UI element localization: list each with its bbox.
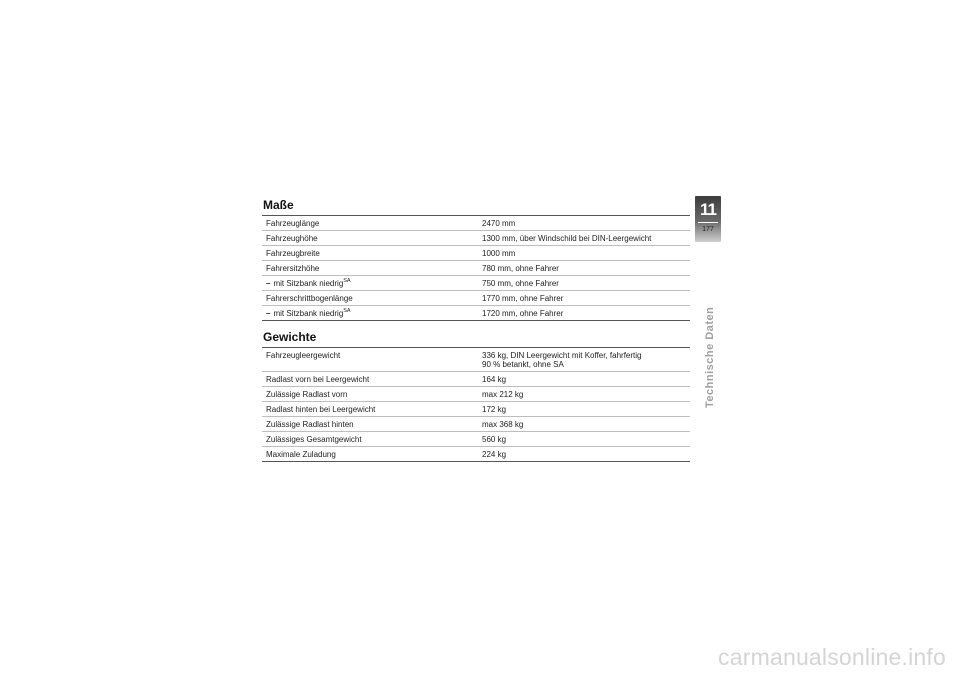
sub-label-text: mit Sitzbank niedrig xyxy=(273,309,344,318)
value-line-1: 336 kg, DIN Leergewicht mit Koffer, fahrfertig xyxy=(482,351,642,360)
row-label-sub xyxy=(262,276,476,291)
row-label: Fahrzeugbreite xyxy=(266,249,320,258)
row-label: Zulässiges Gesamtgewicht xyxy=(266,435,362,444)
gewichte-table xyxy=(262,347,690,462)
row-label: Fahrzeugleergewicht xyxy=(266,351,341,360)
chapter-side-tab xyxy=(703,258,717,408)
row-value: 1770 mm, ohne Fahrer xyxy=(482,294,564,303)
table-row xyxy=(262,348,690,372)
row-value: 1720 mm, ohne Fahrer xyxy=(482,309,564,318)
row-value: 224 kg xyxy=(482,450,507,459)
table-row xyxy=(262,372,690,387)
row-value: 172 kg xyxy=(482,405,507,414)
table-row xyxy=(262,291,690,306)
row-label: Radlast vorn bei Leergewicht xyxy=(266,375,370,384)
table-row xyxy=(262,417,690,432)
table-row xyxy=(262,276,690,291)
table-row xyxy=(262,216,690,231)
table-row xyxy=(262,432,690,447)
sub-label-text: mit Sitzbank niedrig xyxy=(273,279,344,288)
dash-glyph: – xyxy=(266,309,271,318)
row-label: Fahrerschrittbogenlänge xyxy=(266,294,353,303)
value-line-2: 90 % betankt, ohne SA xyxy=(482,360,564,369)
page-number: 177 xyxy=(702,226,714,233)
row-value: 750 mm, ohne Fahrer xyxy=(482,279,559,288)
dash-glyph: – xyxy=(266,279,271,288)
row-label: Maximale Zuladung xyxy=(266,450,336,459)
row-value: max 212 kg xyxy=(482,390,524,399)
chapter-title: Technische Daten xyxy=(704,306,716,408)
chapter-number: 11 xyxy=(700,200,716,219)
row-label: Fahrzeuglänge xyxy=(266,219,320,228)
table-row xyxy=(262,261,690,276)
row-label: Fahrersitzhöhe xyxy=(266,264,320,273)
row-value: 780 mm, ohne Fahrer xyxy=(482,264,559,273)
section-title-masse: Maße xyxy=(263,198,294,212)
table-row xyxy=(262,231,690,246)
row-label: Fahrzeughöhe xyxy=(266,234,318,243)
row-value: max 368 kg xyxy=(482,420,524,429)
row-label: Zulässige Radlast hinten xyxy=(266,420,354,429)
option-superscript: SA xyxy=(343,278,351,284)
table-row xyxy=(262,402,690,417)
badge-divider xyxy=(698,222,718,223)
row-label-sub xyxy=(262,306,476,321)
row-value: 2470 mm xyxy=(482,219,516,228)
section-title-gewichte: Gewichte xyxy=(263,330,317,344)
masse-table xyxy=(262,215,690,321)
row-label: Zulässige Radlast vorn xyxy=(266,390,348,399)
row-value: 1300 mm, über Windschild bei DIN-Leergewicht xyxy=(482,234,652,243)
table-row xyxy=(262,246,690,261)
row-label: Radlast hinten bei Leergewicht xyxy=(266,405,376,414)
table-row xyxy=(262,306,690,321)
table-row xyxy=(262,387,690,402)
option-superscript: SA xyxy=(343,308,351,314)
row-value: 560 kg xyxy=(482,435,507,444)
row-value: 164 kg xyxy=(482,375,507,384)
chapter-badge xyxy=(695,196,721,242)
watermark: carmanualsonline.info xyxy=(718,644,946,670)
row-value xyxy=(476,348,690,372)
table-row xyxy=(262,447,690,462)
row-value: 1000 mm xyxy=(482,249,516,258)
